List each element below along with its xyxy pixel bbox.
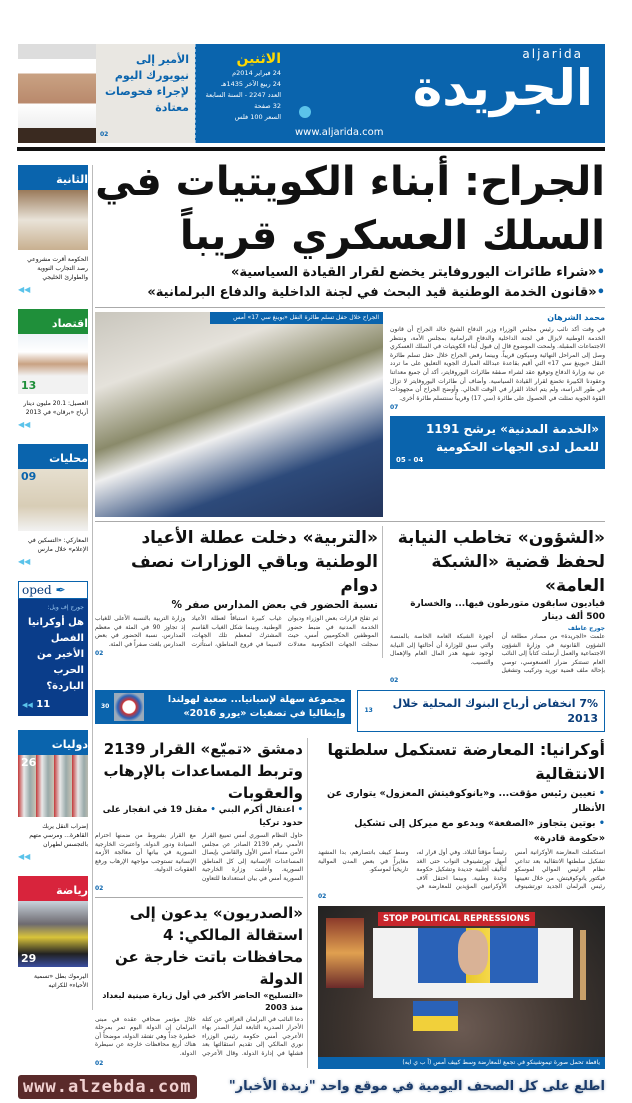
section-head: الثانية (18, 165, 88, 190)
masthead (195, 44, 605, 143)
affairs-page: 02 (390, 676, 399, 684)
page-number: 29 (21, 952, 37, 965)
affairs-subheadline: قياديون سابقون متورطون فيها... والخسارة 500 ألف دينار (410, 599, 605, 622)
sidebar-item-economy[interactable] (18, 309, 88, 430)
affairs-story (390, 526, 605, 685)
education-body: ثم تفلح قرارات بعض الوزراء وديوان الخدمة المدنية في ضبط حضور الموظفين الحكوميين أمس، حيث سجلت الجهات الحكومية معدلات غياب كبيرة استباقاً لعطلة الأعياد الوطنية. وبينما شكل الغياب القاسم المشترك لمعظم تلك الجهات، لاسيما في فروع المناطق، استأثرت وزارة التربية بالنسبة الأعلى للغياب إذ تجاوز 90 في المئة في معظم المدارس. نسبة الحضور في بعض المدارس بلغت صفراً في المئة. (95, 615, 378, 648)
syria-headline[interactable]: دمشق «تميّع» القرار 2139 وتربط المساعدات بالإرهاب والعقوبات (103, 739, 303, 802)
lead-bullet: •«قانون الخدمة الوطنية قيد البحث في لجنة الداخلية والدفاع البرلمانية» (147, 285, 605, 300)
bullet-icon: • (596, 285, 605, 300)
syria-iraq-column (95, 738, 308, 1068)
column-divider (92, 165, 93, 1010)
civil-page: 05 - 04 (396, 456, 424, 465)
iraq-body: دعا النائب في البرلمان العراقي عن كتلة الأحرار الصدرية التابعة لتيار الصدر بهاء الأعرجي أمس حكومة رئيس الوزراء نوري المالكي إلى تقديم استقالتها بعد فشلها في إدارة الدولة. وقال الأعرجي خلال مؤتمر صحافي عقده في مبنى البرلمان إن الدولة اليوم تمر بمرحلة خطيرة جداً وهي تفتقد الدولة، موضحاً أن هناك أربع محافظات خارجة عن سيطرة الدولة. (95, 1015, 303, 1057)
date-box (195, 44, 287, 143)
date-hijri: 24 ربيع الآخر 1435هـ (221, 80, 281, 88)
ukraine-headline[interactable]: أوكرانيا: المعارضة تستكمل سلطتها الانتقالية (327, 739, 605, 783)
sidebar-photo (18, 755, 88, 817)
page-number: 26 (21, 756, 37, 769)
section-head: اقتصاد (18, 309, 88, 334)
oped-box (18, 599, 88, 716)
sidebar-text: إضراب النقل يربك القاهرة... ومرسي متهم بالتجسس لطهران (29, 823, 88, 848)
lead-bullet: •«شراء طائرات اليوروفايتر يخضع لقرار القيادة السياسية» (230, 265, 605, 280)
ukraine-body: استكملت المعارضة الأوكرانية أمس تشكيل سلطتها الانتقالية بعد تداعي نظام الرئيس الموالي لموسكو فيكتور يانوكوفيتش، من خلال تعيينها رئيس البرلمان الجديد تورتشينوف رئيساً مؤقتاً للبلاد. وفي أول قرار له، أمهل تورتشينوف النواب حتى الغد لتأليف أغلبية جديدة وتشكيل حكومة وحدة وطنية. وبينما احتفل آلاف الأوكرانيين المؤيدين للمعارضة في وسط كييف بانتصارهم، بدا المشهد مغايراً في بعض المدن الموالية تاريخياً لموسكو. (318, 848, 605, 891)
icon-image (326, 918, 364, 988)
page-count: 32 صفحة (254, 102, 281, 110)
divider (95, 521, 605, 522)
education-story (95, 526, 383, 658)
bullet-icon: • (596, 265, 605, 280)
education-page: 02 (95, 650, 104, 658)
divider (95, 897, 303, 898)
sidebar (18, 165, 88, 990)
oped-author: جورج إف ويل: (47, 604, 84, 611)
arrow-icon: ◀◀ (22, 701, 33, 709)
site-url[interactable]: www.aljarida.com (295, 127, 384, 138)
syria-bullets: • اعتقال أكرم البني • مقتل 19 في انفجار على حدود تركيا (102, 804, 303, 828)
issue-number: العدد 2247 - السنة السابعة (205, 91, 281, 99)
euro-page: 30 (101, 702, 110, 710)
lead-row (95, 312, 605, 517)
day-name: الاثنين (236, 51, 281, 67)
education-headline[interactable]: «التربية» دخلت عطلة الأعياد الوطنية وباقي الوزارات نصف دوام (130, 528, 378, 596)
arrow-icon: ◀◀ (18, 557, 31, 566)
euro-box[interactable] (95, 690, 351, 724)
sidebar-photo (18, 334, 88, 394)
photo-caption: الجراح خلال حفل تسلم طائرة النقل «بوينغ سي 17» أمس (210, 312, 383, 324)
oped-title: هل أوكرانيا الفصل الأخير من الحرب الباردة؟ (27, 617, 84, 692)
protest-banner: STOP POLITICAL REPRESSIONS (378, 912, 535, 926)
sidebar-item-sports[interactable] (18, 876, 88, 990)
ukraine-flag (413, 1001, 458, 1031)
emir-teaser[interactable] (18, 44, 195, 143)
ukraine-bullets: • تعيين رئيس مؤقت... و«يانوكوفيتش المعزول» يتوارى عن الأنظار • بوتين يتجاوز «الصفعة» ويدعو مع ميركل إلى تشكيل «حكومة قادرة» (327, 787, 605, 844)
ukraine-photo (318, 906, 605, 1069)
affairs-headline[interactable]: «الشؤون» تخاطب النيابة لحفظ قضية «الشبكة العامة» (397, 528, 605, 596)
iraq-headline[interactable]: «الصدريون» يدعون إلى استقالة المالكي: 4 محافظات باتت خارجة عن الدولة (114, 903, 303, 988)
sidebar-text: العصيل: 20.1 مليون دينار أرباح «برقان» في 2013 (23, 400, 88, 416)
second-row (95, 526, 605, 685)
ukraine-story (318, 738, 605, 1069)
ukraine-page: 02 (318, 892, 327, 900)
watermark-slogan: اطلع على كل الصحف اليومية في موقع واحد "زبدة الأخبار" (228, 1078, 605, 1094)
lead-page: 07 (390, 404, 399, 412)
arrow-icon: ◀◀ (18, 852, 31, 861)
teaser-headline: الأمير إلى نيويورك اليوم لإجراء فحوصات معتادة (104, 53, 189, 114)
iraq-page: 02 (95, 1059, 104, 1067)
syria-page: 02 (95, 884, 104, 892)
banks-text: 7% انخفاض أرباح البنوك المحلية خلال 2013 (392, 696, 598, 725)
byline: جورج عاطف (567, 625, 605, 632)
affairs-body: علمت «الجريدة» من مصادر مطلعة أن الشؤون القانونية في وزارة الشؤون الاجتماعية والعمل أرسلت كتاباً إلى النائب العام تستنكر ضرار العسعوسي، توصي بإحالة ملف قضية توريد وتركيب وتشغيل أجهزة الشبكة العامة الخاصة بالمنصة والتي سبق للوزارة أن أحالتها إلى النيابة لوجود شبهة هدر المال العام والإهمال والتسيب. (390, 633, 605, 675)
sidebar-photo (18, 469, 88, 531)
page-number: 11 (36, 699, 51, 710)
divider (95, 307, 605, 308)
lead-photo (95, 312, 383, 517)
sidebar-item-second[interactable] (18, 165, 88, 295)
euro-text: مجموعة سهلة لإسبانيا... صعبة لهولندا وإيطاليا في تصفيات «يورو 2016» (167, 693, 346, 719)
page-number: 09 (21, 470, 37, 483)
section-head: رياضة (18, 876, 88, 901)
date-gregorian: 24 فبراير 2014م (232, 69, 281, 77)
bottom-row (95, 738, 605, 1069)
sidebar-item-international[interactable] (18, 730, 88, 862)
civil-service-box[interactable] (390, 416, 605, 469)
syria-body: حاول النظام السوري أمس تمييع القرار الأممي رقم 2139 الصادر عن مجلس الأمن مساء أمس الأول والقاضي بإيصال المساعدات الإنسانية إلى كل المناطق السورية. وأعلنت وزارة الخارجية السورية أمس في بيان استعدادها للتعاون مع القرار بشروط من ضمنها احترام السيادة ودور الدولة. واعتبرت الخارجية السورية في بيانها أن معالجة الأزمة الإنسانية تستوجب مواجهة الإرهاب ورفع العقوبات الدولية. (95, 831, 303, 882)
portrait (458, 930, 488, 975)
arrow-icon: ◀◀ (18, 420, 31, 429)
banks-page: 13 (364, 707, 373, 715)
banks-box[interactable] (357, 690, 605, 732)
photo-caption: يافطة تحمل صورة تيموشينكو في تجمع للمعارضة وسط كييف أمس (أ ب ي ايه) (318, 1057, 605, 1069)
section-head: محليات (18, 444, 88, 469)
boxes-row (95, 690, 605, 732)
sidebar-text: اليرموك بطل «تسمية الأحياء» للكراتيه (33, 973, 88, 989)
page-number: 13 (21, 379, 37, 392)
footer-banner (18, 1075, 605, 1103)
sidebar-item-local[interactable] (18, 444, 88, 567)
logo-latin: aljarida (522, 47, 583, 61)
emir-photo (18, 44, 96, 143)
logo[interactable]: الجريدة (412, 59, 593, 117)
euro-logo-icon (114, 693, 144, 721)
iraq-subheadline: «التسليح» الحاضر الأكبر في أول زيارة صينية لبغداد منذ 2003 (102, 990, 303, 1012)
lead-body: في وقت أكد نائب رئيس مجلس الوزراء وزير الدفاع الشيخ خالد الجراح أن قانون الخدمة الوطنية لايزال في لجنة الداخلية والدفاع البرلمانية بمجلس الأمة، وننتظر الاجتماعات المقبلة. ولمحت الموضوع قال إن قبول أبناء الكويتيات في السلك العسكري وصل إلى المراحل النهائية وسيكون قريباً. وبينما رفض الجراح خلال حفل تسلم طائرة النقل «بوينغ سي 17» التي أقيم بقاعدة عبدالله المبارك الجوية التعليق على ما تردد عن نية وزارة الدفاع وتوقيع عقد لشراء صفقة طائرات اليوروفايتر، أكد أن جميع معداتنا وعقودنا الكبيرة تخضع لقرار القيادة السياسية. وأضاف أن طائرات اليوروفايتر لا تزال في طور الدراسة، ولم يتم اتخاذ القرار في الوقت الحالي. وأوضح الجراح أن مجهودات القوة الجوية تمثلت في الحصول على طائرة (سي 17) وقريباً سنتسلم طائرة أخرى. (390, 326, 605, 402)
watermark-url[interactable]: www.alzebda.com (18, 1075, 197, 1099)
sidebar-oped[interactable] (18, 581, 88, 716)
sidebar-photo (18, 901, 88, 967)
masthead-rule (17, 147, 605, 151)
sidebar-text: الحكومة أقرت مشروعي رصد التجارب النووية والطوارئ الخليجي (27, 256, 88, 281)
arrow-icon: ◀◀ (18, 285, 31, 294)
cross (580, 930, 586, 1000)
price: السعر 100 فلس (234, 113, 281, 121)
education-subheadline: نسبة الحضور في بعض المدارس صفر % (171, 599, 378, 611)
civil-headline: «الخدمة المدنية» يرشح 1191 للعمل لدى الجهات الحكومية (425, 422, 599, 455)
sidebar-text: المعاركي: «التسكين في الإعلام» خلال مارس (27, 537, 88, 553)
logo-dot-icon (299, 106, 311, 118)
oped-label: oped ✒ (18, 581, 88, 599)
lead-text-column (390, 312, 605, 469)
lead-headline[interactable]: الجراح: أبناء الكويتيات في السلك العسكري قريباً (95, 159, 605, 259)
sidebar-photo (18, 190, 88, 250)
teaser-page: 02 (100, 131, 109, 138)
pen-icon: ✒ (55, 583, 66, 597)
section-head: دوليات (18, 730, 88, 755)
byline: محمد الشرهان (547, 313, 605, 322)
